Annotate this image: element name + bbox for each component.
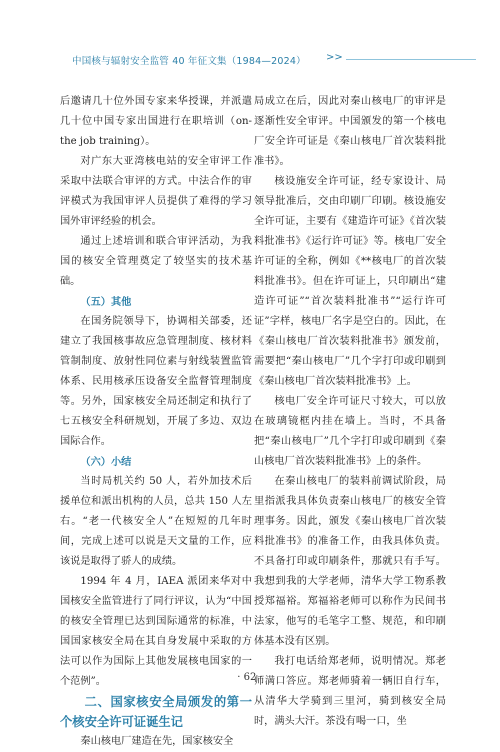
subsection-heading: （五）其他 bbox=[80, 296, 132, 308]
right-column bbox=[254, 92, 446, 732]
header-rule bbox=[346, 59, 476, 60]
paragraph: 在国务院领导下，协调相关部委，还建立了我国核事故应急管理制度、核材料管制制度、放射性同位素与射线装置监管体系、民用核承压设备安全监督管理制度等。另外，国家核安全局还制定和执行了七五核安全科研规划，开展了多边、双边国际合作。 bbox=[60, 316, 252, 447]
running-header-title: 中国核与辐射安全监管 40 年征文集（1984—2024） bbox=[72, 56, 306, 67]
running-header bbox=[0, 0, 500, 67]
paragraph: 局成立在后，因此对秦山核电厂的审评是逐渐性安全审评。中国颁发的第一个核电厂安全许可证是《秦山核电厂首次装料批准书》。 bbox=[254, 96, 446, 167]
paragraph: 当时局机关约 50 人，若外加技术后援单位和派出机构的人员，总共 150 人左右。“老一代核安全人”在短短的几年时间，完成上述可以说是天文量的工作，应该说是取得了骄人的成绩。 bbox=[60, 476, 252, 567]
paragraph: 核电厂安全许可证尺寸较大，可以放在玻璃镜框内挂在墙上。当时，不具备把“秦山核电厂”几个字打印或印刷到《秦山核电厂首次装料批准书》上的条件。 bbox=[254, 396, 446, 467]
paragraph: 核设施安全许可证，经专家设计、局领导批准后，交由印刷厂印刷。核设施安全许可证，主要有《建造许可证》《首次装料批准书》《运行许可证》等。核电厂安全许可证的全称，例如《**核电厂的首次装料批准书》。但在许可证上，只印刷出“建造许可证”“首次装料批准书”“运行许可证”字样，核电厂名字是空白的。因此，在《秦山核电厂首次装料批准书》颁发前，需要把“秦山核电厂”几个字打印或印刷到《秦山核电厂首次装料批准书》上。 bbox=[254, 176, 446, 387]
header-arrow-mark: >> bbox=[326, 52, 343, 63]
paragraph: 通过上述培训和联合审评活动，为我国的核安全管理奠定了较坚实的技术基础。 bbox=[60, 236, 252, 287]
paragraph: 后邀请几十位外国专家来华授课，并派遣几十位中国专家出国进行在职培训（on-the job training）。 bbox=[60, 96, 252, 147]
page-number: · 62 · bbox=[237, 672, 263, 683]
subsection-heading: （六）小结 bbox=[80, 456, 132, 468]
paragraph: 在秦山核电厂的装料前调试阶段，局里指派我具体负责秦山核电厂的核安全管理事务。因此，颁发《秦山核电厂首次装料批准书》的准备工作，由我具体负责。不具备打印或印刷条件，那就只有手写。我想到我的大学老师，清华大学工物系教授郑福裕。郑福裕老师可以称作为民间书法家，他写的毛笔字工整、规范，和印刷体基本没有区别。 bbox=[254, 476, 446, 647]
paragraph: 秦山核电厂建造在先，国家核安全 bbox=[80, 736, 234, 747]
section-heading: 二、国家核安全局颁发的第一个核安全许可证诞生记 bbox=[60, 694, 252, 729]
left-column bbox=[60, 92, 252, 752]
paragraph: 对广东大亚湾核电站的安全审评工作采取中法联合审评的方式。中法合作的审评模式为我国审评人员提供了难得的学习国外审评经验的机会。 bbox=[60, 156, 252, 227]
paragraph: 我打电话给郑老师，说明情况。郑老师满口答应。郑老师骑着一辆旧自行车，从清华大学骑到三里河，骑到核安全局时，满头大汗。茶没有喝一口，坐 bbox=[254, 656, 446, 727]
paragraph: 1994 年 4 月，IAEA 派团来华对中国核安全监管进行了同行评议，认为“中国的核安全管理已达到国际通常的标准，中国国家核安全局在其自身发展中采取的方法可以作为国际上其他发展核电国家的一个范例”。 bbox=[60, 576, 252, 687]
